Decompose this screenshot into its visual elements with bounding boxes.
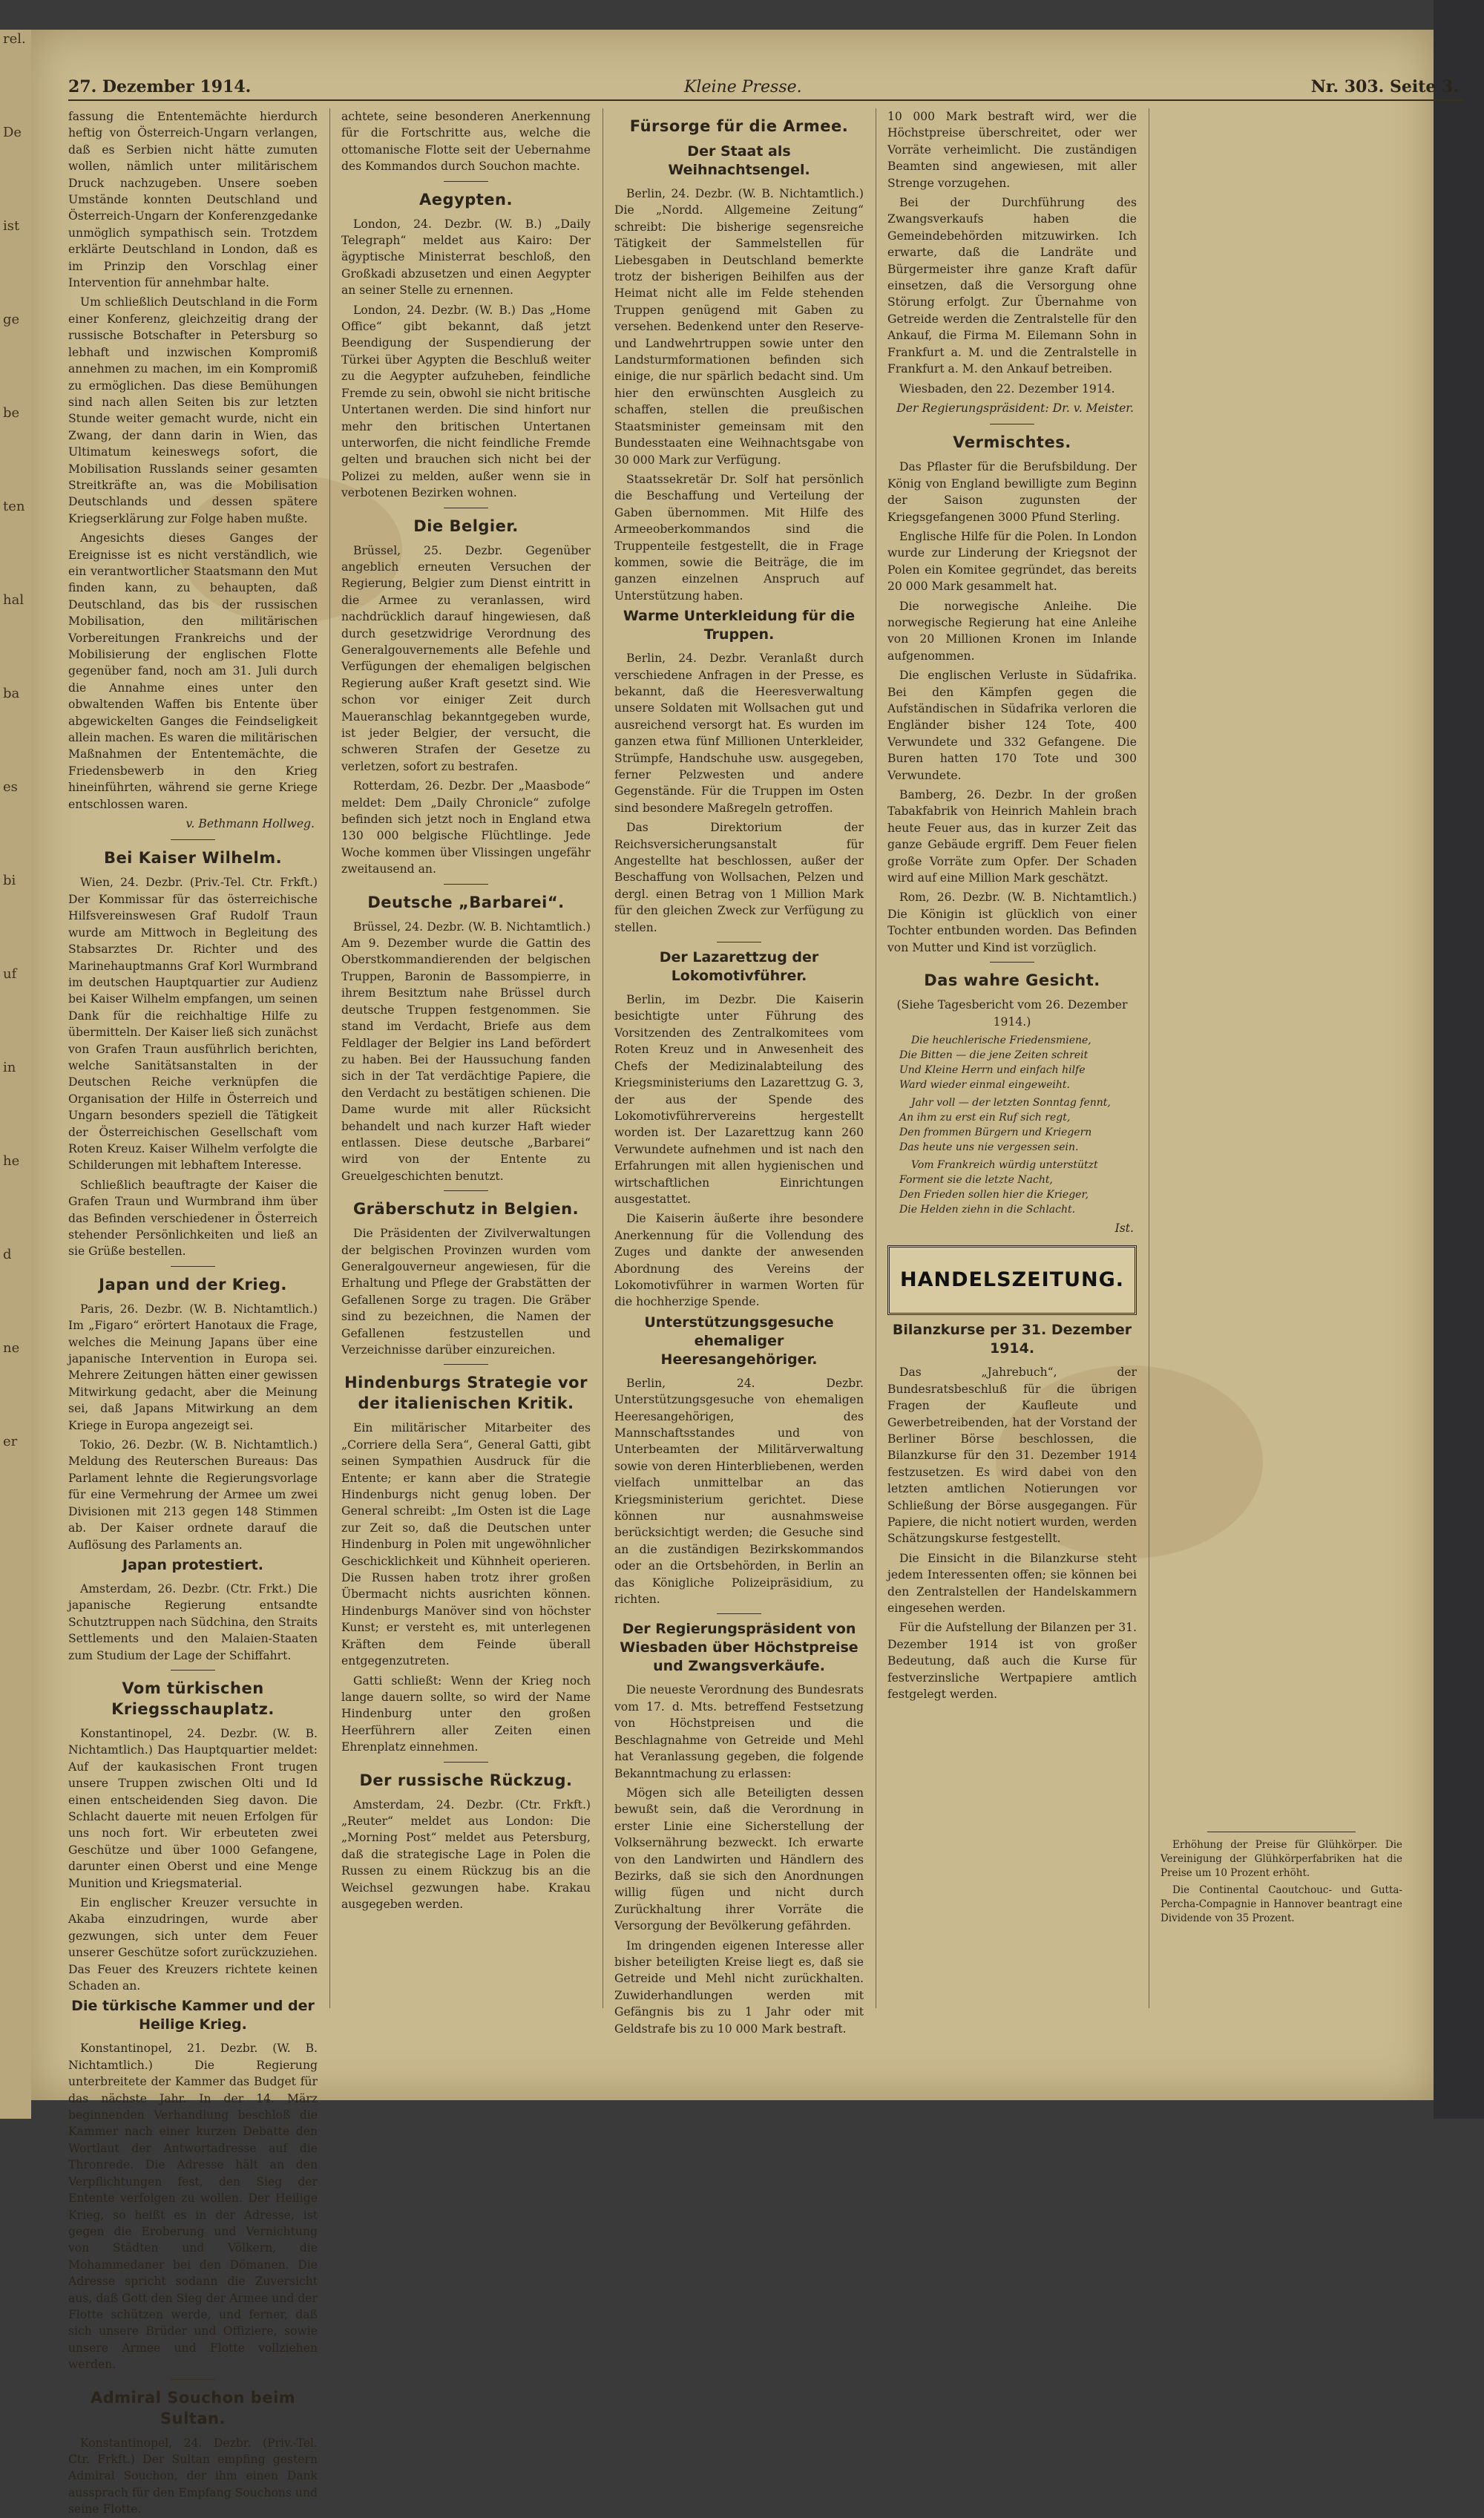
divider <box>171 1670 215 1671</box>
adjacent-page-fragment: ist <box>3 218 20 234</box>
headline-japan-krieg: Japan und der Krieg. <box>99 1275 287 1294</box>
article-text: London, 24. Dezbr. (W. B.) Das „Home Office“ gibt bekannt, daß jetzt Beendigung der Suspendierung der Türkei über Agypten die Beschluß weiter zu die Aegypter aufzuheben, feindliche Fremde zu sein, obwohl sie nicht britische Untertanen werden. Die sind hinfort nur mehr den britischen Untertanen unterworfen, die nicht feindliche Fremde gelten und brauchen sich nicht bei der Polizei zu melden, außer wenn sie in verbotenen Bezirken wohnen. <box>341 303 591 500</box>
column-3 <box>614 108 864 2036</box>
article-text: Die Kaiserin äußerte ihre besondere Anerkennung für die Vollendung des Zuges und dankte der anwesenden Abordnung des Vereins der Lokomotivführer in warmen Worten für die hochherzige Spende. <box>614 1212 864 1309</box>
adjacent-page-fragment: es <box>3 779 18 795</box>
article-text: Um schließlich Deutschland in die Form einer Konferenz, gleichzeitig drang der russische Botschafter in Petersburg so lebhaft und inzwischen Kompromiß annehmen zu machen, im ein Kompromiß zu ermöglichen. Das diese Bemühungen sind nach allen Seiten bis zur letzten Stunde weiter gemacht wurde, nicht ein Zwang, der dann darin in Wien, das Ultimatum keineswegs sofort, die Mobilisation Russlands seiner gesamten Streitkräfte an, was die Mobilisation Deutschlands und dessen spätere Kriegserklärung zur Folge haben mußte. <box>68 295 318 525</box>
column-5 <box>1160 1826 1402 2004</box>
article-text: Rotterdam, 26. Dezbr. Der „Maasbode“ meldet: Dem „Daily Chronicle“ zufolge befinden sich jetzt noch in England etwa 130 000 belgische Flüchtlinge. Jede Woche kommen über Vlissingen ungefähr zweitausend an. <box>341 779 591 876</box>
article-text: Das „Jahrebuch“, der Bundesratsbeschluß für die übrigen Fragen der Kaufleute und Gewerbetreibenden, hat der Vorstand der Berliner Börse beschlossen, die Bilanzkurse für den 31. Dezember 1914 festzusetzen. Es wird dabei von den letzten amtlichen Notierungen vor Schließung der Börse ausgegangen. Für Papiere, die nicht notiert wurden, werden Schätzungskurse festgestellt. <box>887 1365 1137 1546</box>
headline-russischer-rueckzug: Der russische Rückzug. <box>359 1771 573 1789</box>
header-page-number: Nr. 303. Seite 3. <box>1310 77 1459 96</box>
article-text: Amsterdam, 26. Dezbr. (Ctr. Frkt.) Die japanische Regierung entsandte Schutztruppen nach Südchina, den Straits Settlements und den Malaien-Staaten zum Studium der Lage der Schiffahrt. <box>68 1581 318 1662</box>
column-rule <box>329 108 330 2008</box>
divider <box>990 962 1034 963</box>
divider <box>444 181 488 182</box>
subheadline-weihnachtsengel: Der Staat als Weihnachtsengel. <box>668 143 810 178</box>
article-text: Ein militärischer Mitarbeiter des „Corriere della Sera“, General Gatti, gibt seinen Sympathien Ausdruck für die Entente; er kann aber die Strategie Hindenburgs nicht genug loben. Der General schreibt: „Im Osten ist die Lage zur Zeit so, daß die Deutschen unter Hindenburg in Polen mit ungewöhnlicher Geschicklichkeit und Kühnheit operieren. Die Russen haben trotz ihrer großen Übermacht nichts ausrichten können. Hindenburgs Manöver sind von höchster Kunst; er versteht es, mit unterlegenen Kräften dem Feinde überall entgegenzutreten. <box>341 1421 591 1668</box>
header-date: 27. Dezember 1914. <box>68 77 252 96</box>
article-text: 10 000 Mark bestraft wird, wer die Höchstpreise überschreitet, oder wer Vorräte verheimlicht. Die zuständigen Beamten sind angewiesen, mit aller Strenge vorzugehen. <box>887 110 1137 190</box>
divider <box>717 1613 761 1614</box>
divider <box>444 1190 488 1191</box>
adjacent-page-fragment: ge <box>3 312 20 327</box>
headline-warme-unterkleidung: Warme Unterkleidung für die Truppen. <box>623 608 856 643</box>
article-dateline: Wiesbaden, den 22. Dezember 1914. <box>899 381 1115 396</box>
headline-tuerkischer-kriegsschauplatz: Vom türkischen Kriegsschauplatz. <box>111 1679 275 1718</box>
headline-regierungspraesident-wiesbaden: Der Regierungspräsident von Wiesbaden über Höchstpreise und Zwangsverkäufe. <box>620 1621 858 1675</box>
adjacent-page-fragment: er <box>3 1434 18 1449</box>
adjacent-page-fragment: ten <box>3 499 25 514</box>
headline-lazarettzug: Der Lazarettzug der Lokomotivführer. <box>659 949 819 985</box>
article-text: Englische Hilfe für die Polen. In London wurde zur Linderung der Kriegsnot der Polen ein Komitee gegründet, das bereits 20 000 Mark gesammelt hat. <box>887 529 1137 594</box>
headline-wahre-gesicht: Das wahre Gesicht. <box>924 971 1100 990</box>
headline-hindenburg-strategie: Hindenburgs Strategie vor der italienischen Kritik. <box>344 1374 588 1413</box>
adjacent-page-fragment: d <box>3 1247 12 1262</box>
article-text: fassung die Ententemächte hierdurch heftig von Österreich-Ungarn verlangen, daß es Serbien nicht hätte zumuten wollen, nämlich unter militärischem Druck nachzugeben. Unsere soeben Umstände konnten Deutschland und Österreich-Ungarn der Konferenzgedanke unmöglich sympathisch sein. Trotzdem erklärte Deutschland in London, daß es im Prinzip den Vorschlag einer Intervention für annehmbar halte. <box>68 110 318 290</box>
article-text: Berlin, im Dezbr. Die Kaiserin besichtigte unter Führung des Vorsitzenden des Zentralkomitees vom Roten Kreuz und in Anwesenheit des Chefs der Medizinalabteilung des Kriegsministeriums den Lazarettzug G. 3, der aus der Spende des Lokomotivführervereins hergestellt worden ist. Der Lazarettzug kann 260 Verwundete aufnehmen und ist nach den Erfahrungen mit allen hygienischen und wirtschaftlichen Einrichtungen ausgestattet. <box>614 993 864 1206</box>
poem-verse: Vom Frankreich würdig unterstützt Forment sie die letzte Nacht, Den Frieden sollen hier die Krieger, Die Helden ziehn in die Schlacht. <box>899 1158 1098 1216</box>
article-text: Amsterdam, 24. Dezbr. (Ctr. Frkft.) „Reuter“ meldet aus London: Die „Morning Post“ meldet aus Petersburg, daß die strategische Lage in Polen die Russen zu einem Rückzug bis an die Weichsel gezwungen habe. Krakau ausgegeben werden. <box>341 1797 591 1911</box>
headline-admiral-souchon: Admiral Souchon beim Sultan. <box>90 2388 296 2427</box>
article-text: Das Pflaster für die Berufsbildung. Der König von England bewilligte zum Beginn der Saison zugunsten der Kriegsgefangenen 3000 Pfund Sterling. <box>887 460 1137 524</box>
poem-verse: Jahr voll — der letzten Sonntag fennt, An ihm zu erst ein Ruf sich regt, Den frommen Bürgern und Kriegern Das heute uns nie vergessen sein. <box>899 1096 1111 1153</box>
poem-note: (Siehe Tagesbericht vom 26. Dezember 1914.) <box>896 998 1128 1029</box>
headline-deutsche-barbarei: Deutsche „Barbarei“. <box>367 893 565 911</box>
adjacent-page-fragment: in <box>3 1060 16 1075</box>
article-text: Bamberg, 26. Dezbr. In der großen Tabakfabrik von Heinrich Mahlein brach heute Feuer aus, das in kurzer Zeit das ganze Gebäude ergriff. Dem Feuer fielen große Vorräte zum Opfer. Der Schaden wird auf eine Million Mark geschätzt. <box>887 788 1137 885</box>
article-text: Das Direktorium der Reichsversicherungsanstalt für Angestellte hat beschlossen, außer der Beschaffung von Wollsachen, Pelzen und dergl. einen Betrag von 1 Million Mark für den gleichen Zweck zur Verfügung zu stellen. <box>614 821 864 934</box>
article-text: Ein englischer Kreuzer versuchte in Akaba einzudringen, wurde aber gezwungen, sich unter dem Feuer unserer Geschütze sofort zurückzuziehen. Das Feuer des Kreuzers richtete keinen Schaden an. <box>68 1896 318 1993</box>
adjacent-page-fragment: hal <box>3 592 24 608</box>
divider <box>171 2379 215 2380</box>
article-text: Angesichts dieses Ganges der Ereignisse ist es nicht verständlich, wie ein verantwortlicher Staatsmann den Mut finden kann, zu behaupten, daß Deutschland, das bis der russischen Mobilisation, den militärischen Vorbereitungen Frankreichs und der Mobilisierung der englischen Flotte gegenüber fand, noch am 31. Juli durch die Annahme eines unter den obwaltenden Waffen bis Entente über abgewickelten Ganges die Feindseligkeit allein machen. Es waren die militärischen Maßnahmen der Ententemächte, die Friedensbewerb in den Krieg hineinführten, während sie gerne Kriege entschlossen waren. <box>68 531 318 811</box>
article-text: Für die Aufstellung der Bilanzen per 31. Dezember 1914 ist von großer Bedeutung, daß auch die Kurse für festverzinsliche Wertpapiere amtlich festgelegt werden. <box>887 1621 1137 1702</box>
adjacent-page-fragment: he <box>3 1153 20 1169</box>
article-text: Mögen sich alle Beteiligten dessen bewußt sein, daß die Verordnung in erster Linie eine Sicherstellung der Volksernährung bezweckt. Ich erwarte von den Landwirten und Händlern des Bezirks, daß sie sich den Anordnungen willig fügen und nicht durch Zurückhaltung ihrer Vorräte die Versorgung der Bevölkerung gefährden. <box>614 1786 864 1933</box>
headline-unterstuetzungsgesuche: Unterstützungsgesuche ehemaliger Heeresangehöriger. <box>644 1314 834 1368</box>
article-text: Schließlich beauftragte der Kaiser die Grafen Traun und Wurmbrand ihm über das Befinden verschiedener in Österreich stehender Persönlichkeiten und ließ an sie Grüße bestellen. <box>68 1178 318 1259</box>
adjacent-page-fragment: bi <box>3 873 16 888</box>
headline-vermischtes: Vermischtes. <box>953 433 1071 452</box>
article-text: Tokio, 26. Dezbr. (W. B. Nichtamtlich.) Meldung des Reuterschen Bureaus: Das Parlament lehnte die Regierungsvorlage für eine Vermehrung der Armee um zwei Divisionen mit 213 gegen 148 Stimmen ab. Der Kaiser ordnete darauf die Auflösung des Parlaments an. <box>68 1438 318 1552</box>
headline-bilanzkurse: Bilanzkurse per 31. Dezember 1914. <box>892 1322 1132 1357</box>
article-text: Berlin, 24. Dezbr. (W. B. Nichtamtlich.) Die „Nordd. Allgemeine Zeitung“ schreibt: Die bisherige segensreiche Tätigkeit der Sammelstellen für Liebesgaben in Deutschland bemerkte trotz der bisherigen Beihilfen aus der Heimat nicht alle im Felde stehenden Truppen genügend mit Gaben zu versehen. Bedenkend unter den Reserve- und Landwehrtruppen sowie unter den Landsturmformationen befinden sich einige, die nur spärlich bedacht sind. Um hier den erwünschten Ausgleich zu schaffen, stellen die preußischen Staatsminister gemeinsam mit den Bundesstaaten eine Weihnachtsgabe von 30 000 Mark zur Verfügung. <box>614 187 864 467</box>
column-4 <box>887 108 1137 2008</box>
adjacent-page-strip <box>0 30 31 2119</box>
business-notice: Die Continental Caoutchouc- und Gutta-Percha-Compagnie in Hannover beantragt eine Dividende von 35 Prozent. <box>1160 1884 1402 1924</box>
signature: v. Bethmann Hollweg. <box>186 817 315 831</box>
divider <box>171 839 215 840</box>
article-text: Bei der Durchführung des Zwangsverkaufs haben die Gemeindebehörden mitzuwirken. Ich erwarte, daß die Landräte und Bürgermeister ihre ganze Kraft dafür einsetzen, daß die Versorgung ohne Störung erfolgt. Zur Übernahme von Getreide werden die Zentralstelle für den Ankauf, die Firma M. Eilemann Sohn in Frankfurt a. M. und die Zentralstelle in Frankfurt a. M. den Ankauf betreiben. <box>887 196 1137 376</box>
adjacent-page-fragment: be <box>3 405 20 421</box>
headline-aegypten: Aegypten. <box>419 190 513 209</box>
article-text: London, 24. Dezbr. (W. B.) „Daily Telegraph“ meldet aus Kairo: Der ägyptische Ministerrat beschloß, den Großkadi abzusetzen und einen Aegypter an seiner Stelle zu ernennen. <box>341 217 591 298</box>
article-text: Konstantinopel, 24. Dezbr. (Priv.-Tel. Ctr. Frkft.) Der Sultan empfing gestern Admiral Souchon, der ihm einen Dank aussprach für den Empfang Souchons und seine Flotte. <box>68 2436 318 2517</box>
adjacent-page-fragment: rel. <box>3 31 26 47</box>
adjacent-page-fragment: uf <box>3 966 17 982</box>
article-text: Konstantinopel, 24. Dezbr. (W. B. Nichtamtlich.) Das Hauptquartier meldet: Auf der kaukasischen Front trugen unsere Truppen zwischen Olti und Id einen entscheidenden Sieg davon. Die Schlacht dauerte mit neuen Erfolgen für uns noch fort. Wir erbeuteten zwei Geschütze und über 1000 Gefangene, darunter einen Oberst und eine Menge Munition und Kriegsmaterial. <box>68 1726 318 1890</box>
article-text: Brüssel, 25. Dezbr. Gegenüber angeblich erneuten Versuchen der Regierung, Belgier zum Dienst eintritt in die Armee zu veranlassen, wird nachdrücklich darauf hingewiesen, daß durch gesetzwidrige Verordnung des Generalgouvernements alle Befehle und Verfügungen der ehemaligen belgischen Regierung außer Kraft gesetzt sind. Wie schon vor einiger Zeit durch Maueranschlag bekanntgegeben wurde, ist jeder Belgier, der versucht, die schweren Strafen der Gesetze zu verletzen, sofort zu bestrafen. <box>341 543 591 773</box>
poem-signature: Ist. <box>1114 1221 1134 1235</box>
adjacent-page-fragment: ne <box>3 1340 20 1356</box>
headline-fuersorge-armee: Fürsorge für die Armee. <box>629 117 849 135</box>
article-text: Die neueste Verordnung des Bundesrats vom 17. d. Mts. betreffend Festsetzung von Höchstpreisen und die Beschlagnahme von Getreide und Mehl hat Veranlassung gegeben, die folgende Bekanntmachung zu erlassen: <box>614 1683 864 1780</box>
article-text: Staatssekretär Dr. Solf hat persönlich die Beschaffung und Verteilung der Gaben übernommen. Mit Hilfe des Armeeoberkommandos sind die Truppenteile festgestellt, die in Frage kommen, sowie die Beiträge, die im ganzen einzelnen Anspruch auf Unterstützung haben. <box>614 472 864 603</box>
divider <box>444 1364 488 1365</box>
article-text: achtete, seine besonderen Anerkennung für die Fortschritte aus, welche die ottomanische Flotte seit der Uebernahme des Kommandos durch Souchon machte. <box>341 110 591 174</box>
poem-verse: Die heuchlerische Friedensmiene, Die Bitten — die jene Zeiten schreit Und Kleine Herrn und einfach hilfe Ward wieder einmal eingeweiht. <box>899 1034 1091 1091</box>
article-text: Berlin, 24. Dezbr. Unterstützungsgesuche von ehemaligen Heeresangehörigen, des Mannschaftsstandes und von Unterbeamten der Militärverwaltung sowie von deren Hinterbliebenen, werden vielfach unmittelbar an das Kriegsministerium gerichtet. Diese können nur ausnahmsweise berücksichtigt werden; die Gesuche sind an die zuständigen Bezirkskommandos oder an die Ortsbehörden, in Berlin an das Königliche Polizeipräsidium, zu richten. <box>614 1376 864 1607</box>
headline-belgier: Die Belgier. <box>413 517 519 535</box>
article-text: Gatti schließt: Wenn der Krieg noch lange dauern sollte, so wird der Name Hindenburg unter den großen Heerführern aller Zeiten einen Ehrenplatz einnehmen. <box>341 1673 591 1754</box>
running-header <box>68 71 1465 101</box>
adjacent-page-fragment: ba <box>3 686 20 701</box>
divider <box>171 1266 215 1267</box>
header-paper-title: Kleine Presse. <box>684 78 802 96</box>
headline-japan-protestiert: Japan protestiert. <box>122 1556 263 1573</box>
article-text: Rom, 26. Dezbr. (W. B. Nichtamtlich.) Die Königin ist glücklich von einer Tochter entbunden worden. Das Befinden von Mutter und Kind ist vorzüglich. <box>887 891 1137 954</box>
article-text: Die Einsicht in die Bilanzkurse steht jedem Interessenten offen; sie können bei den Zentralstellen der Handelskammern eingesehen werden. <box>887 1551 1137 1615</box>
headline-graeberschutz: Gräberschutz in Belgien. <box>352 1200 580 1219</box>
article-text: Paris, 26. Dezbr. (W. B. Nichtamtlich.) Im „Figaro“ erörtert Hanotaux die Frage, welches die Meinung Japans über eine japanische Intervention in Europa sei. Mehrere Zeitungen hätten einer gewissen Mitwirkung gedacht, aber die Meinung sei, daß Japans Mitwirkung an dem Kriege in Europa angezeigt sei. <box>68 1302 318 1432</box>
scanner-background <box>1434 0 1484 2119</box>
article-text: Wien, 24. Dezbr. (Priv.-Tel. Ctr. Frkft.) Der Kommissar für das österreichische Hilfsvereinswesen Graf Rudolf Traun wurde am Mittwoch in Begleitung des Stabsarztes Dr. Richter und des Marinehauptmanns Graf Korl Wurmbrand im deutschen Hauptquartier zur Audienz bei Kaiser Wilhelm empfangen, um seinen Dank für die reichhaltige Hilfe zu übermitteln. Der Kaiser ließ sich zunächst von Grafen Traun ausführlich berichten, welche Sanitätsanstalten in der Deutschen Reiche verknüpfen die Organisation der Hilfe in Österreich und Ungarn besonders speziell die Tätigkeit der Österreichischen Gesellschaft vom Roten Kreuz. Kaiser Wilhelm verfolgte die Schilderungen mit lebhaftem Interesse. <box>68 876 318 1173</box>
divider <box>444 884 488 885</box>
article-text: Die Präsidenten der Zivilverwaltungen der belgischen Provinzen wurden vom Generalgouverneur angewiesen, für die Erhaltung und Pflege der Grabstätten der Gefallenen Sorge zu tragen. Die Gräber sind zu bezeichnen, die Namen der Gefallenen festzustellen und Verzeichnisse darüber einzureichen. <box>341 1227 591 1357</box>
article-text: Im dringenden eigenen Interesse aller bisher beteiligten Kreise liegt es, daß sie Getreide und Mehl nicht zurückhalten. Zuwiderhandlungen werden mit Gefängnis bis zu 1 Jahr oder mit Geldstrafe bis zu 10 000 Mark bestraft. <box>614 1938 864 2036</box>
column-2 <box>341 108 591 2008</box>
article-text: Konstantinopel, 21. Dezbr. (W. B. Nichtamtlich.) Die Regierung unterbreitete der Kammer das Budget für das nächste Jahr. In der 14. März beginnenden Verhandlung beschloß die Kammer nach einer kurzen Debatte den Wortlaut der Antwortadresse auf die Thronrede. Die Adresse hält an den Verpflichtungen fest, den Sieg der Entente verfolgen zu wollen. Der Heilige Krieg, so heißt es in der Adresse, ist gegen die Eroberung und Vernichtung von Städten und Völkern, die Mohammedaner bei den Dömanen. Die Adresse spricht sodann die Zuversicht aus, daß Gott den Sieg der Armee und der Flotte schützen werde, und ferner, daß sich unsere Brüder und Offiziere, sowie unsere Armee und Flotte vollziehen werden. <box>68 2042 318 2372</box>
business-notice: Erhöhung der Preise für Glühkörper. Die Vereinigung der Glühkörperfabriken hat die Preise um 10 Prozent erhöht. <box>1160 1839 1402 1879</box>
article-text: Die norwegische Anleihe. Die norwegische Regierung hat eine Anleihe von 20 Millionen Kronen im Inlande aufgenommen. <box>887 599 1137 663</box>
signature: Der Regierungspräsident: Dr. v. Meister. <box>896 401 1134 415</box>
column-1 <box>68 108 318 2517</box>
article-text: Die englischen Verluste in Südafrika. Bei den Kämpfen gegen die Aufständischen in Südafrika verloren die Engländer bisher 124 Tote, 400 Verwundete und 332 Gefangene. Die Buren hatten 170 Tote und 300 Verwundete. <box>887 669 1137 782</box>
article-text: Berlin, 24. Dezbr. Veranlaßt durch verschiedene Anfragen in der Presse, es bekannt, daß die Heeresverwaltung unsere Soldaten mit Wollsachen gut und ausreichend versorgt hat. Es wurden im ganzen etwa fünf Millionen Unterkleider, Strümpfe, Handschuhe usw. ausgegeben, ferner Pelzwesten und andere Gegenstände. Für die Truppen im Osten sind besondere Maßregeln getroffen. <box>614 652 864 815</box>
article-text: Brüssel, 24. Dezbr. (W. B. Nichtamtlich.) Am 9. Dezember wurde die Gattin des Oberstkommandierenden der belgischen Truppen, Baronin de Bassompierre, in ihrem Besitztum nahe Brüssel durch deutsche Truppen festgenommen. Sie stand im Verdacht, Briefe aus dem Feldlager der Belgier ins Land befördert zu haben. Bei der Haussuchung fanden sich in der Tat verdächtige Papiere, die den Verdacht zu bestätigen schienen. Die Dame wurde mit aller Rücksicht behandelt und nach kurzer Haft wieder entlassen. Diese deutsche „Barbarei“ wird von der Entente zu Greuelgeschichten benutzt. <box>341 919 591 1183</box>
headline-kaiser-wilhelm: Bei Kaiser Wilhelm. <box>103 849 283 868</box>
handelszeitung-banner: HANDELSZEITUNG. <box>887 1245 1137 1315</box>
divider <box>444 1762 488 1763</box>
headline-tuerkische-kammer: Die türkische Kammer und der Heilige Krieg. <box>71 1998 315 2033</box>
adjacent-page-fragment: De <box>3 125 22 140</box>
